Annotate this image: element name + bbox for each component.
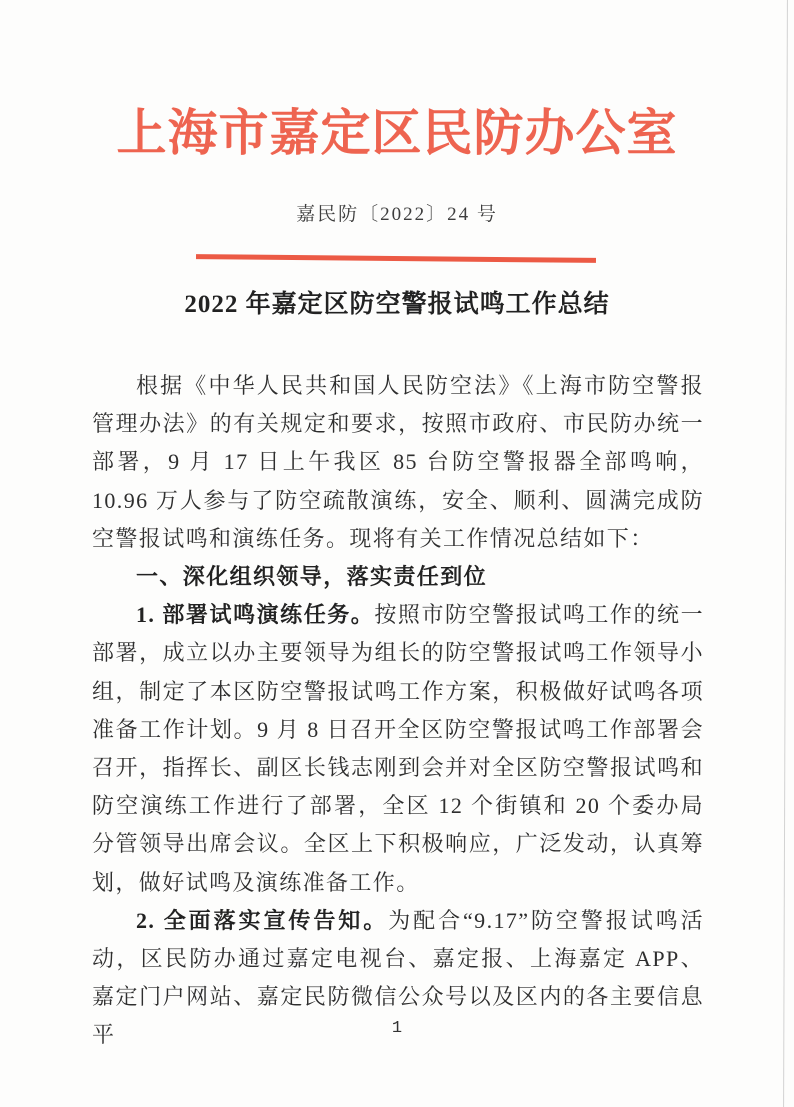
paragraph-publicity-text: 为配合“9.17”防空警报试鸣活动，区民防办通过嘉定电视台、嘉定报、上海嘉定 APP、嘉定门户网站、嘉定民防微信公众号以及区内的各主要信息平	[92, 907, 704, 1048]
paragraph-publicity-lead: 2. 全面落实宣传告知。	[136, 907, 389, 933]
paragraph-deployment-text: 按照市防空警报试鸣工作的统一部署，成立以办主要领导为组长的防空警报试鸣工作领导小组，制定了本区防空警报试鸣工作方案，积极做好试鸣各项准备工作计划。9 月 8 日召开全区防空警报试鸣工作部署会召开，指挥长、副区长钱志刚到会并对全区防空警报试鸣和防空演练工作进行了部署，全区 12 个街镇和 20 个委办局分管领导出席会议。全区上下积极响应，广泛发动，认真筹划，做好试鸣及演练准备工作。	[92, 602, 704, 895]
page-number: 1	[391, 1019, 403, 1038]
section-heading-organization: 一、深化组织领导，落实责任到位	[136, 564, 488, 590]
document-title: 2022 年嘉定区防空警报试鸣工作总结	[184, 291, 610, 318]
paragraph-deployment	[92, 596, 704, 902]
paragraph-deployment-lead: 1. 部署试鸣演练任务。	[136, 602, 375, 628]
document-body	[92, 367, 704, 1055]
red-separator-line	[196, 254, 596, 263]
document-number: 嘉民防〔2022〕24 号	[296, 204, 498, 225]
letterhead-org-name: 上海市嘉定区民防办公室	[116, 105, 678, 161]
paragraph-intro-text: 根据《中华人民共和国人民防空法》《上海市防空警报管理办法》的有关规定和要求，按照市政府、市民防办统一部署，9 月 17 日上午我区 85 台防空警报器全部鸣响，10.96 万人参与了防空疏散演练，安全、顺利、圆满完成防空警报试鸣和演练任务。现将有关工作情况总结如下：	[92, 373, 704, 551]
scan-edge-artifact	[783, 0, 788, 1107]
paragraph-intro	[92, 367, 704, 558]
